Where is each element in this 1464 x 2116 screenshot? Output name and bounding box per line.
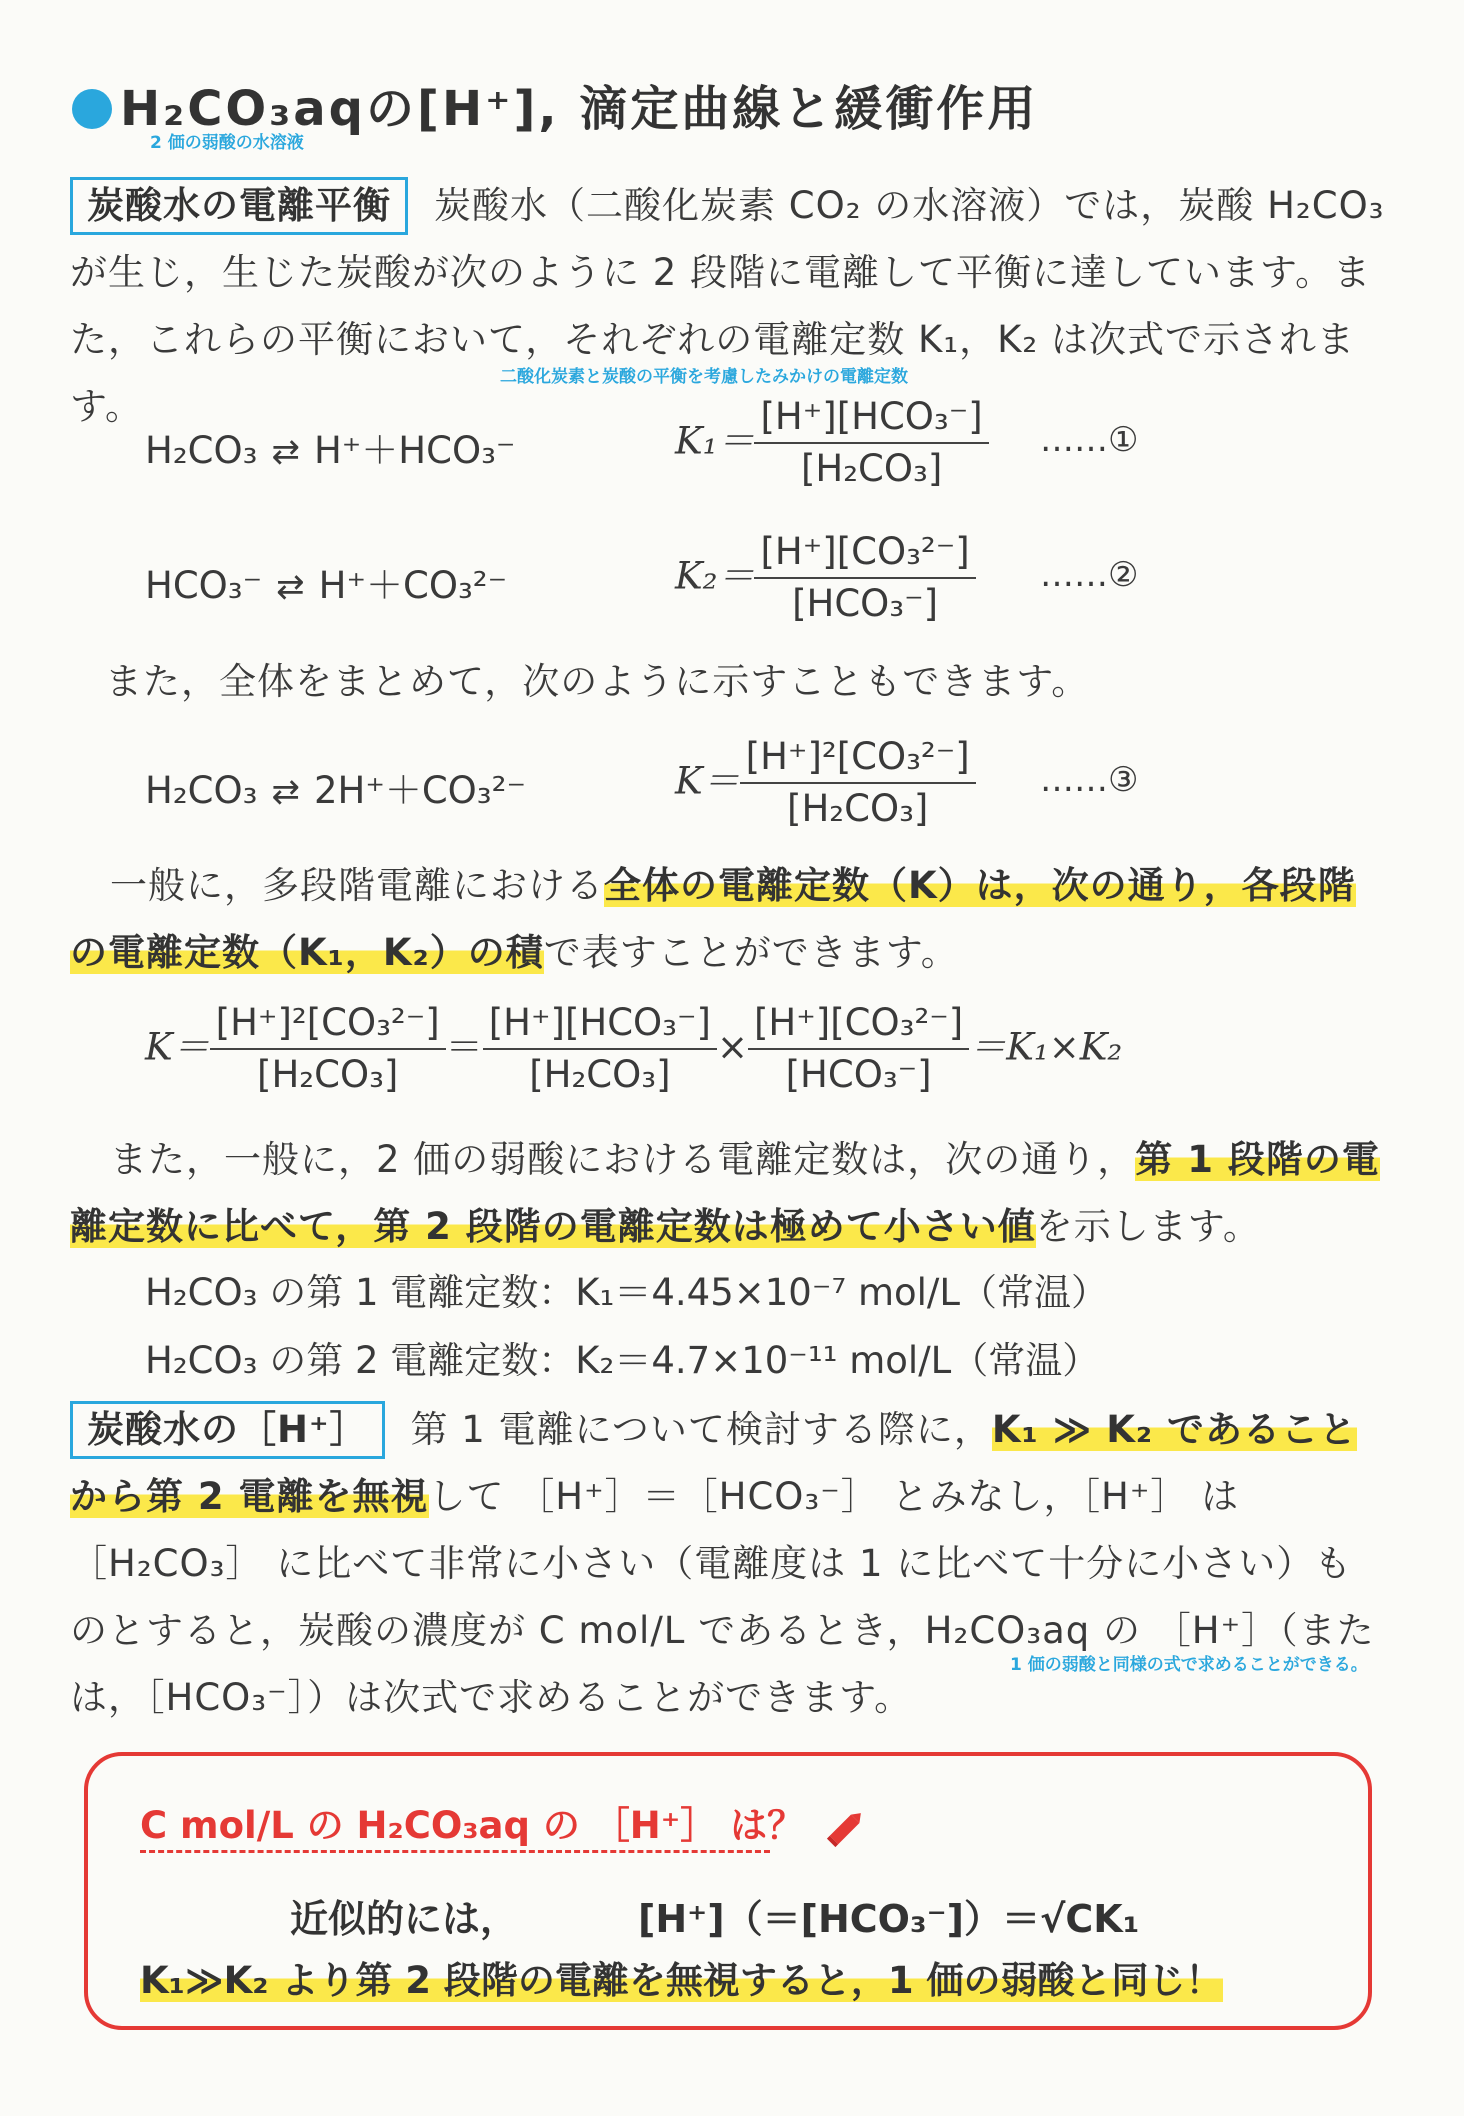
- section2-note: 1 価の弱酸と同様の式で求めることができる。: [1010, 1655, 1368, 1675]
- product-equation: K＝ $\frac{\text{[H⁺]²[CO₃²⁻]}}{\text{[H₂CO₃]}}$ ＝ $\frac{\text{[H⁺][HCO₃⁻]}}{\text{[H₂CO₃]}}$ × $\frac{\text{[H⁺][CO₃²⁻]}}{\text{[HCO₃⁻]}}$ ＝K₁×K₂: [145, 998, 1122, 1100]
- constant-k2: H₂CO₃ の第 2 電離定数：K₂＝4.7×10⁻¹¹ mol/L（常温）: [145, 1339, 1100, 1382]
- equilibrium-arrow-icon: ⇄: [271, 772, 300, 812]
- summary-text: また，全体をまとめて，次のように示すこともできます。: [105, 660, 1090, 703]
- box-answer: 近似的には， [H⁺]（＝[HCO₃⁻]）＝√CK₁: [290, 1897, 1140, 1941]
- k1-formula: K₁＝ $\frac{\text{[H⁺][HCO₃⁻]}}{\text{[H₂CO₃]}}$: [675, 392, 989, 494]
- reaction-3: H₂CO₃ ⇄ 2H⁺＋CO₃²⁻: [145, 769, 526, 812]
- page-title: H₂CO₃aqの[H⁺], 滴定曲線と緩衝作用: [72, 70, 1038, 139]
- pencil-icon: [823, 1805, 869, 1851]
- eq-tag-3: ……③: [1040, 760, 1139, 800]
- bullet-dot-icon: [72, 89, 112, 129]
- section1-label: 炭酸水の電離平衡: [70, 177, 408, 235]
- title-note: 2 価の弱酸の水溶液: [150, 133, 304, 153]
- eq-tag-2: ……②: [1040, 555, 1139, 595]
- reaction-1: H₂CO₃ ⇄ H⁺＋HCO₃⁻: [145, 429, 516, 472]
- constant-k1: H₂CO₃ の第 1 電離定数：K₁＝4.45×10⁻⁷ mol/L（常温）: [145, 1271, 1108, 1314]
- equilibrium-arrow-icon: ⇄: [276, 567, 305, 607]
- eq-tag-1: ……①: [1040, 420, 1139, 460]
- k-formula: K＝ $\frac{\text{[H⁺]²[CO₃²⁻]}}{\text{[H₂CO₃]}}$: [675, 732, 976, 834]
- section2-paragraph: 炭酸水の［H⁺］ 第 1 電離について検討する際に，K₁ ≫ K₂ であることから第 2 電離を無視して ［H⁺］＝［HCO₃⁻］ とみなし，［H⁺］ は ［H₂CO₃］ に比べて非常に小さい（電離度は 1 に比べて十分に小さい）ものとすると，炭酸の濃度が C mol/L であるとき，H₂CO₃aq の ［H⁺］（または，［HCO₃⁻］）は次式で求めることができます。: [70, 1396, 1390, 1731]
- box-question: C mol/L の H₂CO₃aq の ［H⁺］ は？: [140, 1795, 869, 1851]
- equilibrium-arrow-icon: ⇄: [271, 432, 300, 472]
- weak-acid-paragraph: また，一般に，2 価の弱酸における電離定数は，次の通り，第 1 段階の電離定数に比べて，第 2 段階の電離定数は極めて小さい値を示します。: [70, 1138, 1380, 1248]
- section2-label: 炭酸水の［H⁺］: [70, 1401, 385, 1459]
- question-underline: [140, 1850, 770, 1853]
- general-paragraph: 一般に，多段階電離における全体の電離定数（K）は，次の通り，各段階の電離定数（K₁，K₂）の積で表すことができます。: [70, 864, 1356, 974]
- section1-note: 二酸化炭素と炭酸の平衡を考慮したみかけの電離定数: [500, 367, 908, 387]
- section1-text: 炭酸水（二酸化炭素 CO₂ の水溶液）では，炭酸 H₂CO₃ が生じ，生じた炭酸が次のように 2 段階に電離して平衡に達しています。また，これらの平衡において，それぞれの電離定数 K₁，K₂ は次式で示されます。: [70, 184, 1385, 428]
- box-conclusion: K₁≫K₂ より第 2 段階の電離を無視すると，1 価の弱酸と同じ！: [140, 1959, 1223, 2002]
- k2-formula: K₂＝ $\frac{\text{[H⁺][CO₃²⁻]}}{\text{[HCO₃⁻]}}$: [675, 527, 976, 629]
- reaction-2: HCO₃⁻ ⇄ H⁺＋CO₃²⁻: [145, 564, 508, 607]
